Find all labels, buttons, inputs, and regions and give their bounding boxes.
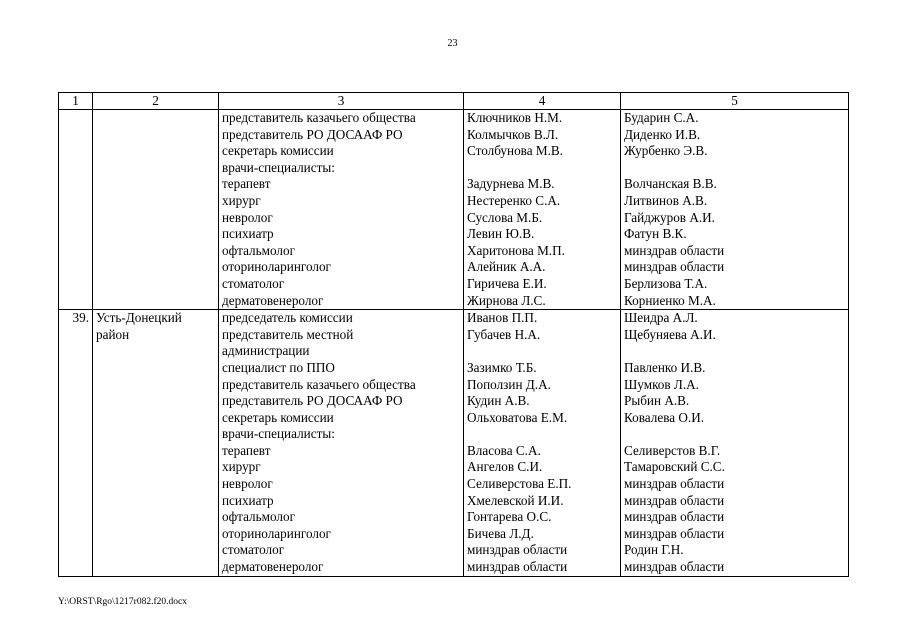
role-line: представитель РО ДОСААФ РО [222,126,403,142]
main-line: Суслова М.Б. [467,209,543,225]
main-line: Хмелевской И.И. [467,492,564,508]
role-line: невролог [222,209,273,225]
role-line: психиатр [222,226,274,242]
table-row [59,110,849,310]
reserve-line: минздрав области [624,476,725,492]
role-line: стоматолог [222,275,285,291]
role-line: представитель местной [222,326,354,342]
row-number: 39. [59,310,93,577]
reserve-line: Селиверстов В.Г. [624,442,721,458]
role-line: оториноларинголог [222,525,331,541]
main-line: Поползин Д.А. [467,376,551,392]
role-line: врачи-специалисты: [222,426,335,442]
role-line: оториноларинголог [222,259,331,275]
header-col-5: 5 [621,93,849,110]
role-line: представитель казачьего общества [222,376,416,392]
main-cell [464,310,621,577]
reserve-line: Ковалева О.И. [624,409,705,425]
role-line: терапевт [222,176,271,192]
reserve-line [624,343,845,360]
main-line: минздрав области [467,542,568,558]
main-line: Ольховатова Е.М. [467,409,568,425]
main-line: Столбунова М.В. [467,143,563,159]
reserve-line: Корниенко М.А. [624,292,716,308]
role-line: представитель казачьего общества [222,110,416,125]
main-line: Зазимко Т.Б. [467,359,537,375]
role-line: представитель РО ДОСААФ РО [222,393,403,409]
header-row [59,93,849,110]
main-line: Левин Ю.В. [467,226,535,242]
role-line: секретарь комиссии [222,409,334,425]
reserve-cell [621,110,849,310]
main-line: Бичева Л.Д. [467,525,534,541]
main-line: Губачев Н.А. [467,326,541,342]
reserve-line: Шеидра А.Л. [624,310,698,326]
district-cell [93,310,219,577]
role-line: председатель комиссии [222,310,353,326]
role-line: хирург [222,192,261,208]
reserve-line: Диденко И.В. [624,126,701,142]
role-line: терапевт [222,442,271,458]
role-line: дерматовенеролог [222,292,324,308]
reserve-line: Журбенко Э.В. [624,143,708,159]
main-line: Нестеренко С.А. [467,192,561,208]
main-line: Власова С.А. [467,442,541,458]
reserve-line: минздрав области [624,259,725,275]
main-line: Иванов П.П. [467,310,538,326]
main-line [467,426,617,443]
reserve-line: Гайджуров А.И. [624,209,715,225]
reserve-line: Тамаровский С.С. [624,459,725,475]
main-line: Ангелов С.И. [467,459,543,475]
main-line: Алейник А.А. [467,259,546,275]
role-line: офтальмолог [222,509,295,525]
main-line: Ключников Н.М. [467,110,563,125]
reserve-line: Литвинов А.В. [624,192,708,208]
role-line: офтальмолог [222,242,295,258]
main-line: минздрав области [467,559,568,575]
role-line: специалист по ППО [222,359,335,375]
district-name-line: Усть-Донецкий [96,310,182,326]
header-col-1: 1 [59,93,93,110]
header-col-4: 4 [464,93,621,110]
reserve-line: Щебуняева А.И. [624,326,716,342]
role-line: врачи-специалисты: [222,159,335,175]
reserve-line: Бударин С.А. [624,110,699,125]
role-cell [219,110,464,310]
main-line: Кудин А.В. [467,393,530,409]
header-col-2: 2 [93,93,219,110]
district-name-line: район [96,326,130,342]
row-number [59,110,93,310]
reserve-line: минздрав области [624,525,725,541]
role-cell [219,310,464,577]
main-line [467,160,617,177]
file-path-footer: Y:\ORST\Rgo\1217r082.f20.docx [58,597,187,607]
reserve-line: Волчанская В.В. [624,176,717,192]
reserve-line: Фатун В.К. [624,226,687,242]
main-cell [464,110,621,310]
reserve-line: минздрав области [624,509,725,525]
reserve-line: минздрав области [624,559,725,575]
role-line: стоматолог [222,542,285,558]
role-line: администрации [222,343,310,359]
reserve-line: Павленко И.В. [624,359,706,375]
reserve-line: Рыбин А.В. [624,393,690,409]
reserve-line: минздрав области [624,242,725,258]
district-cell [93,110,219,310]
header-col-3: 3 [219,93,464,110]
role-line: невролог [222,476,273,492]
role-line: психиатр [222,492,274,508]
main-line [467,343,617,360]
main-line: Селиверстова Е.П. [467,476,572,492]
table-row [59,310,849,577]
commission-table [58,92,849,577]
main-line: Гиричева Е.И. [467,275,547,291]
main-line: Задурнева М.В. [467,176,555,192]
main-line: Харитонова М.П. [467,242,565,258]
reserve-line: Берлизова Т.А. [624,275,708,291]
reserve-line: минздрав области [624,492,725,508]
role-line: хирург [222,459,261,475]
reserve-line [624,426,845,443]
role-line: секретарь комиссии [222,143,334,159]
reserve-line: Родин Г.Н. [624,542,684,558]
reserve-line: Шумков Л.А. [624,376,699,392]
main-line: Колмычков В.Л. [467,126,559,142]
page-number: 23 [447,38,458,49]
reserve-line [624,160,845,177]
main-line: Жирнова Л.С. [467,292,546,308]
reserve-cell [621,310,849,577]
role-line: дерматовенеролог [222,559,324,575]
main-line: Гонтарева О.С. [467,509,552,525]
